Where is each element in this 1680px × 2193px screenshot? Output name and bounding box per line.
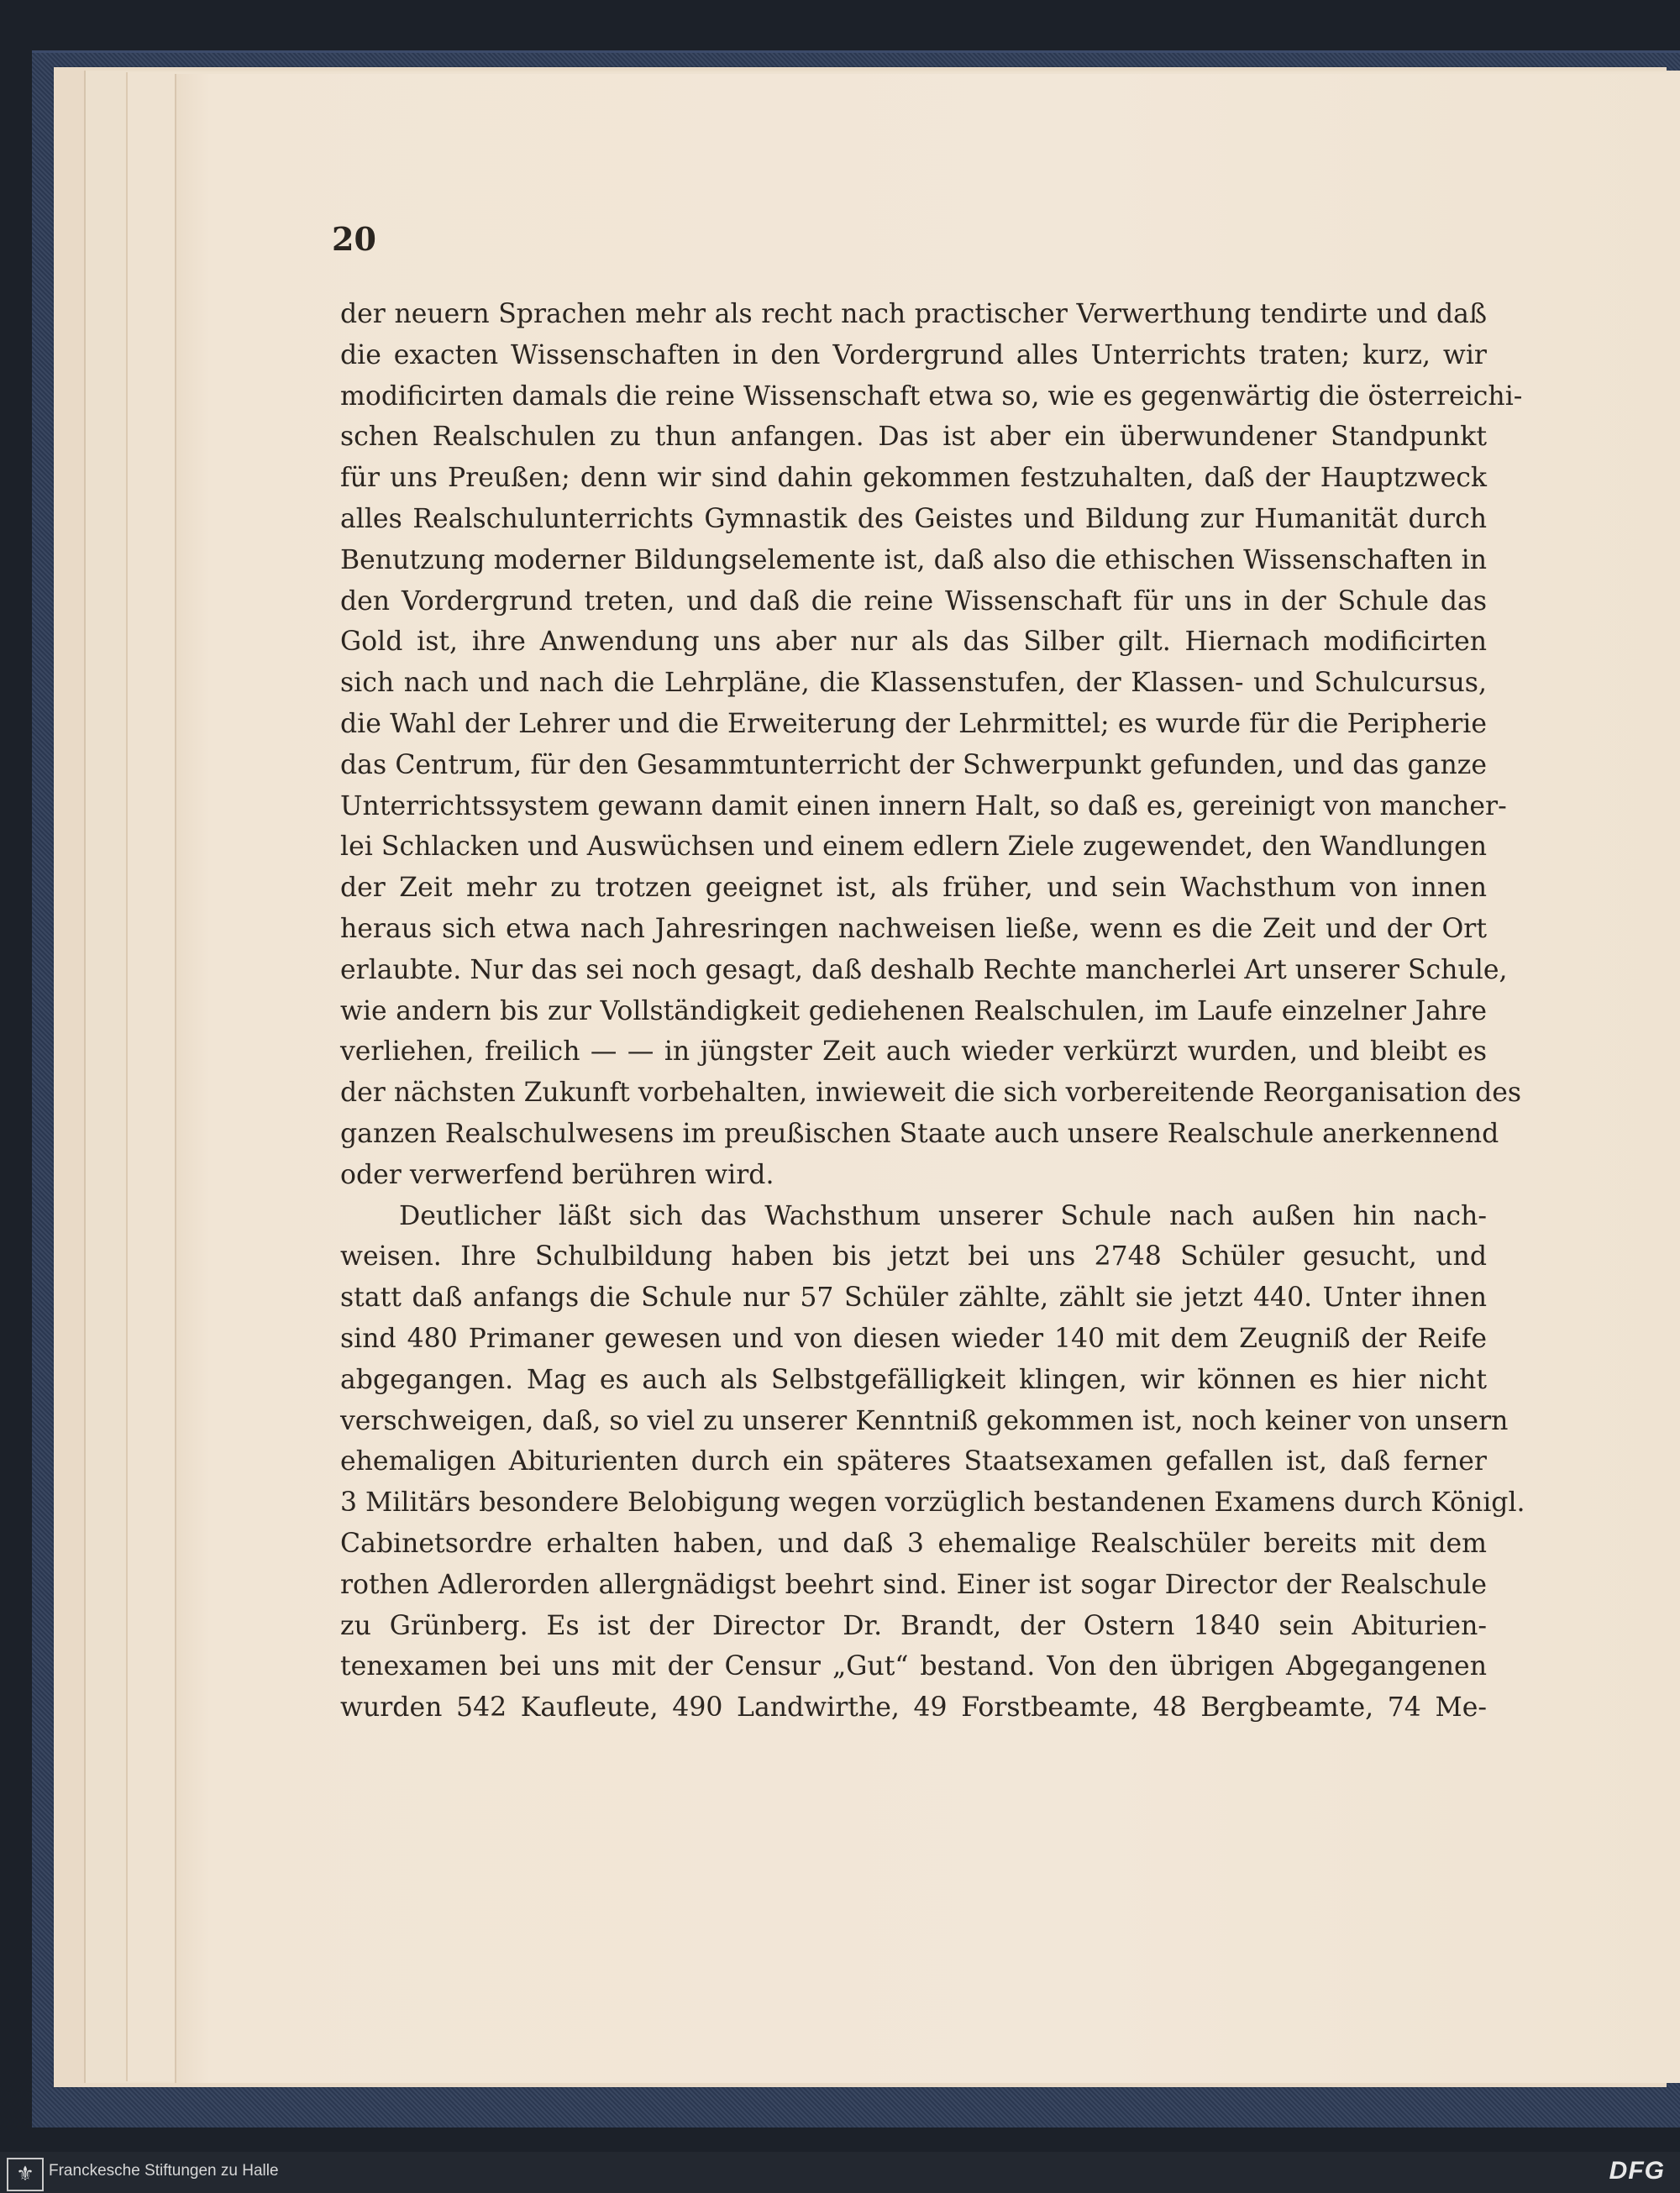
text-line: verliehen, freilich — — in jüngster Zeit auch wieder verkürzt wurden, und bleibt es [340,1036,1487,1068]
text-line: ganzen Realschulwesens im preußischen Staate auch unsere Realschule anerkennend [340,1118,1499,1149]
text-line: lei Schlacken und Auswüchsen und einem edlern Ziele zugewendet, den Wandlungen [340,832,1487,863]
text-line: heraus sich etwa nach Jahresringen nachweisen ließe, wenn es die Zeit und der Ort [340,913,1487,944]
text-line: Gold ist, ihre Anwendung uns aber nur als das Silber gilt. Hiernach modificirten [340,627,1487,658]
text-line: ehemaligen Abiturienten durch ein späteres Staatsexamen gefallen ist, daß ferner [340,1446,1487,1477]
page-number: 20 [332,220,376,258]
footer-bar [0,2152,1680,2193]
text-line: weisen. Ihre Schulbildung haben bis jetzt bei uns 2748 Schüler gesucht, und [340,1241,1487,1272]
text-line: abgegangen. Mag es auch als Selbstgefälligkeit klingen, wir können es hier nicht [340,1364,1487,1395]
text-line: für uns Preußen; denn wir sind dahin gekommen festzuhalten, daß der Hauptzweck [340,463,1487,494]
text-line: 3 Militärs besondere Belobigung wegen vorzüglich bestandenen Examens durch Königl. [340,1487,1525,1519]
text-line: Benutzung moderner Bildungselemente ist, daß also die ethischen Wissenschaften in [340,544,1487,575]
text-line: zu Grünberg. Es ist der Director Dr. Brandt, der Ostern 1840 sein Abiturien- [340,1610,1487,1641]
text-line: wurden 542 Kaufleute, 490 Landwirthe, 49 Forstbeamte, 48 Bergbeamte, 74 Me- [340,1692,1487,1723]
text-line: statt daß anfangs die Schule nur 57 Schüler zählte, zählt sie jetzt 440. Unter ihnen [340,1283,1487,1314]
text-line: verschweigen, daß, so viel zu unserer Kenntniß gekommen ist, noch keiner von unsern [340,1405,1509,1436]
text-line: erlaubte. Nur das sei noch gesagt, daß deshalb Rechte mancherlei Art unserer Schule, [340,954,1508,985]
text-line: Unterrichtssystem gewann damit einen innern Halt, so daß es, gereinigt von mancher- [340,790,1507,821]
dfg-logo: DFG [1609,2157,1665,2185]
text-line: der neuern Sprachen mehr als recht nach practischer Verwerthung tendirte und daß [340,299,1487,329]
text-line: tenexamen bei uns mit der Censur „Gut“ bestand. Von den übrigen Abgegangenen [340,1651,1487,1682]
text-line: der Zeit mehr zu trotzen geeignet ist, als früher, und sein Wachsthum von innen [340,873,1487,904]
text-line: wie andern bis zur Vollständigkeit gediehenen Realschulen, im Laufe einzelner Jahre [340,995,1487,1026]
text-line: oder verwerfend berühren wird. [340,1159,774,1190]
text-line: das Centrum, für den Gesammtunterricht der Schwerpunkt gefunden, und das ganze [340,749,1487,780]
text-line: sich nach und nach die Lehrpläne, die Klassenstufen, der Klassen- und Schulcursus, [340,668,1487,699]
text-line: alles Realschulunterrichts Gymnastik des Geistes und Bildung zur Humanität durch [340,503,1487,534]
text-line: die exacten Wissenschaften in den Vordergrund alles Unterrichts traten; kurz, wir [340,339,1487,370]
text-line: sind 480 Primaner gewesen und von diesen wieder 140 mit dem Zeugniß der Reife [340,1323,1487,1354]
text-line: die Wahl der Lehrer und die Erweiterung der Lehrmittel; es wurde für die Peripherie [340,708,1487,739]
text-line: der nächsten Zukunft vorbehalten, inwieweit die sich vorbereitende Reorganisation des [340,1078,1522,1109]
text-line: modificirten damals die reine Wissenschaft etwa so, wie es gegenwärtig die österreichi- [340,380,1523,412]
franckesche-stiftungen-logo-icon: ⚜ [7,2158,44,2191]
text-line: den Vordergrund treten, und daß die reine Wissenschaft für uns in der Schule das [340,585,1487,616]
text-line: Deutlicher läßt sich das Wachsthum unserer Schule nach außen hin nach- [399,1200,1487,1231]
text-line: schen Realschulen zu thun anfangen. Das ist aber ein überwundener Standpunkt [340,422,1487,453]
text-line: rothen Adlerorden allergnädigst beehrt sind. Einer ist sogar Director der Realschule [340,1569,1487,1600]
text-line: Cabinetsordre erhalten haben, und daß 3 ehemalige Realschüler bereits mit dem [340,1528,1487,1559]
body-text [340,294,1525,1729]
footer-institution-label: Franckesche Stiftungen zu Halle [49,2162,279,2180]
